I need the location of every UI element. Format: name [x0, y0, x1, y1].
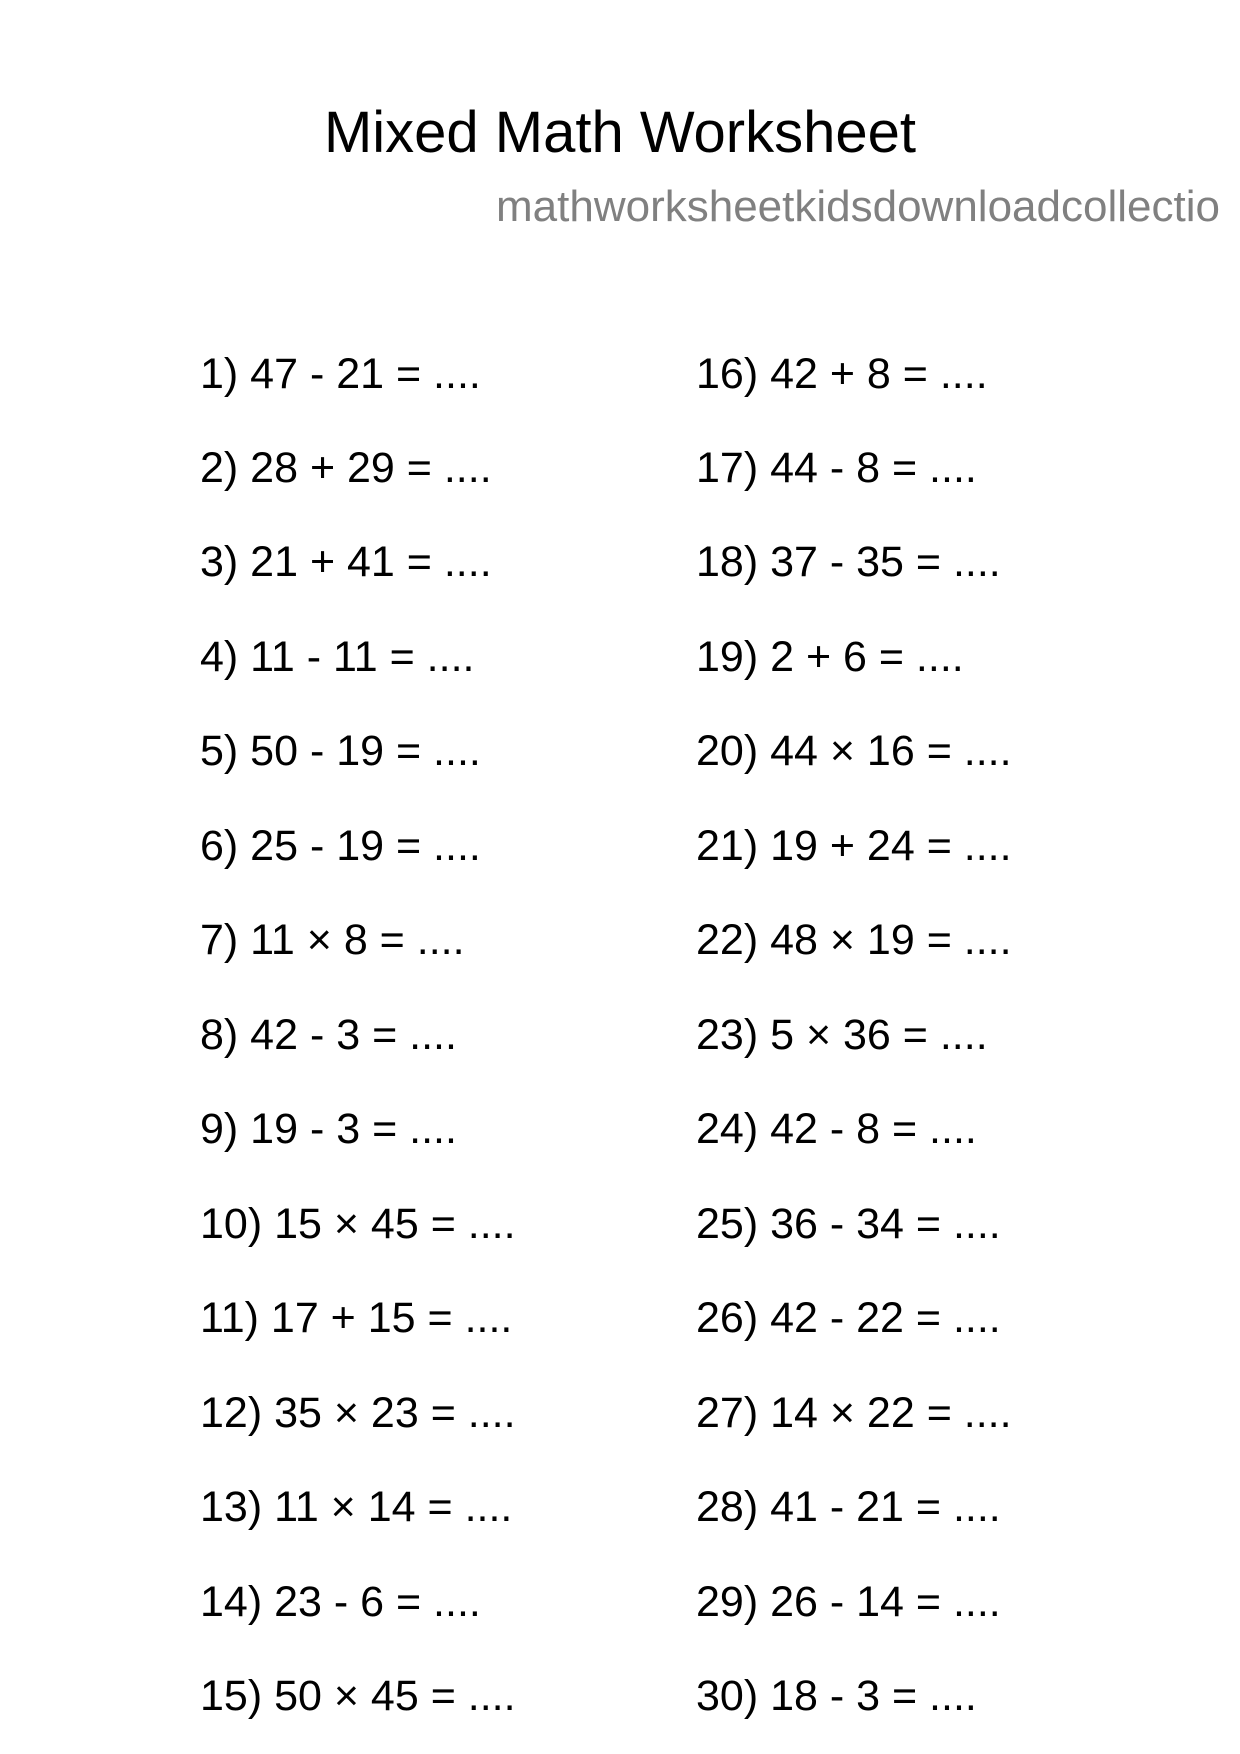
- problem-9: 9) 19 - 3 = ....: [200, 1105, 457, 1153]
- source-watermark: mathworksheetkidsdownloadcollectio: [496, 182, 1220, 231]
- problem-28: 28) 41 - 21 = ....: [696, 1483, 1001, 1531]
- problem-22: 22) 48 × 19 = ....: [696, 916, 1012, 964]
- problem-10: 10) 15 × 45 = ....: [200, 1200, 516, 1248]
- problem-27: 27) 14 × 22 = ....: [696, 1389, 1012, 1437]
- problem-1: 1) 47 - 21 = ....: [200, 350, 481, 398]
- problem-11: 11) 17 + 15 = ....: [200, 1294, 513, 1342]
- problem-17: 17) 44 - 8 = ....: [696, 444, 977, 492]
- problem-15: 15) 50 × 45 = ....: [200, 1672, 516, 1720]
- problem-25: 25) 36 - 34 = ....: [696, 1200, 1001, 1248]
- page-title: Mixed Math Worksheet: [323, 100, 917, 165]
- problem-26: 26) 42 - 22 = ....: [696, 1294, 1001, 1342]
- problem-29: 29) 26 - 14 = ....: [696, 1578, 1001, 1626]
- problem-8: 8) 42 - 3 = ....: [200, 1011, 457, 1059]
- problem-20: 20) 44 × 16 = ....: [696, 727, 1012, 775]
- problem-16: 16) 42 + 8 = ....: [696, 350, 988, 398]
- problem-12: 12) 35 × 23 = ....: [200, 1389, 516, 1437]
- problem-24: 24) 42 - 8 = ....: [696, 1105, 977, 1153]
- problem-18: 18) 37 - 35 = ....: [696, 538, 1001, 586]
- problem-21: 21) 19 + 24 = ....: [696, 822, 1012, 870]
- problem-4: 4) 11 - 11 = ....: [200, 633, 475, 681]
- problem-19: 19) 2 + 6 = ....: [696, 633, 964, 681]
- problem-30: 30) 18 - 3 = ....: [696, 1672, 977, 1720]
- problem-13: 13) 11 × 14 = ....: [200, 1483, 513, 1531]
- problem-3: 3) 21 + 41 = ....: [200, 538, 492, 586]
- problem-6: 6) 25 - 19 = ....: [200, 822, 481, 870]
- problem-2: 2) 28 + 29 = ....: [200, 444, 492, 492]
- problem-23: 23) 5 × 36 = ....: [696, 1011, 988, 1059]
- problem-14: 14) 23 - 6 = ....: [200, 1578, 481, 1626]
- problem-5: 5) 50 - 19 = ....: [200, 727, 481, 775]
- problem-7: 7) 11 × 8 = ....: [200, 916, 465, 964]
